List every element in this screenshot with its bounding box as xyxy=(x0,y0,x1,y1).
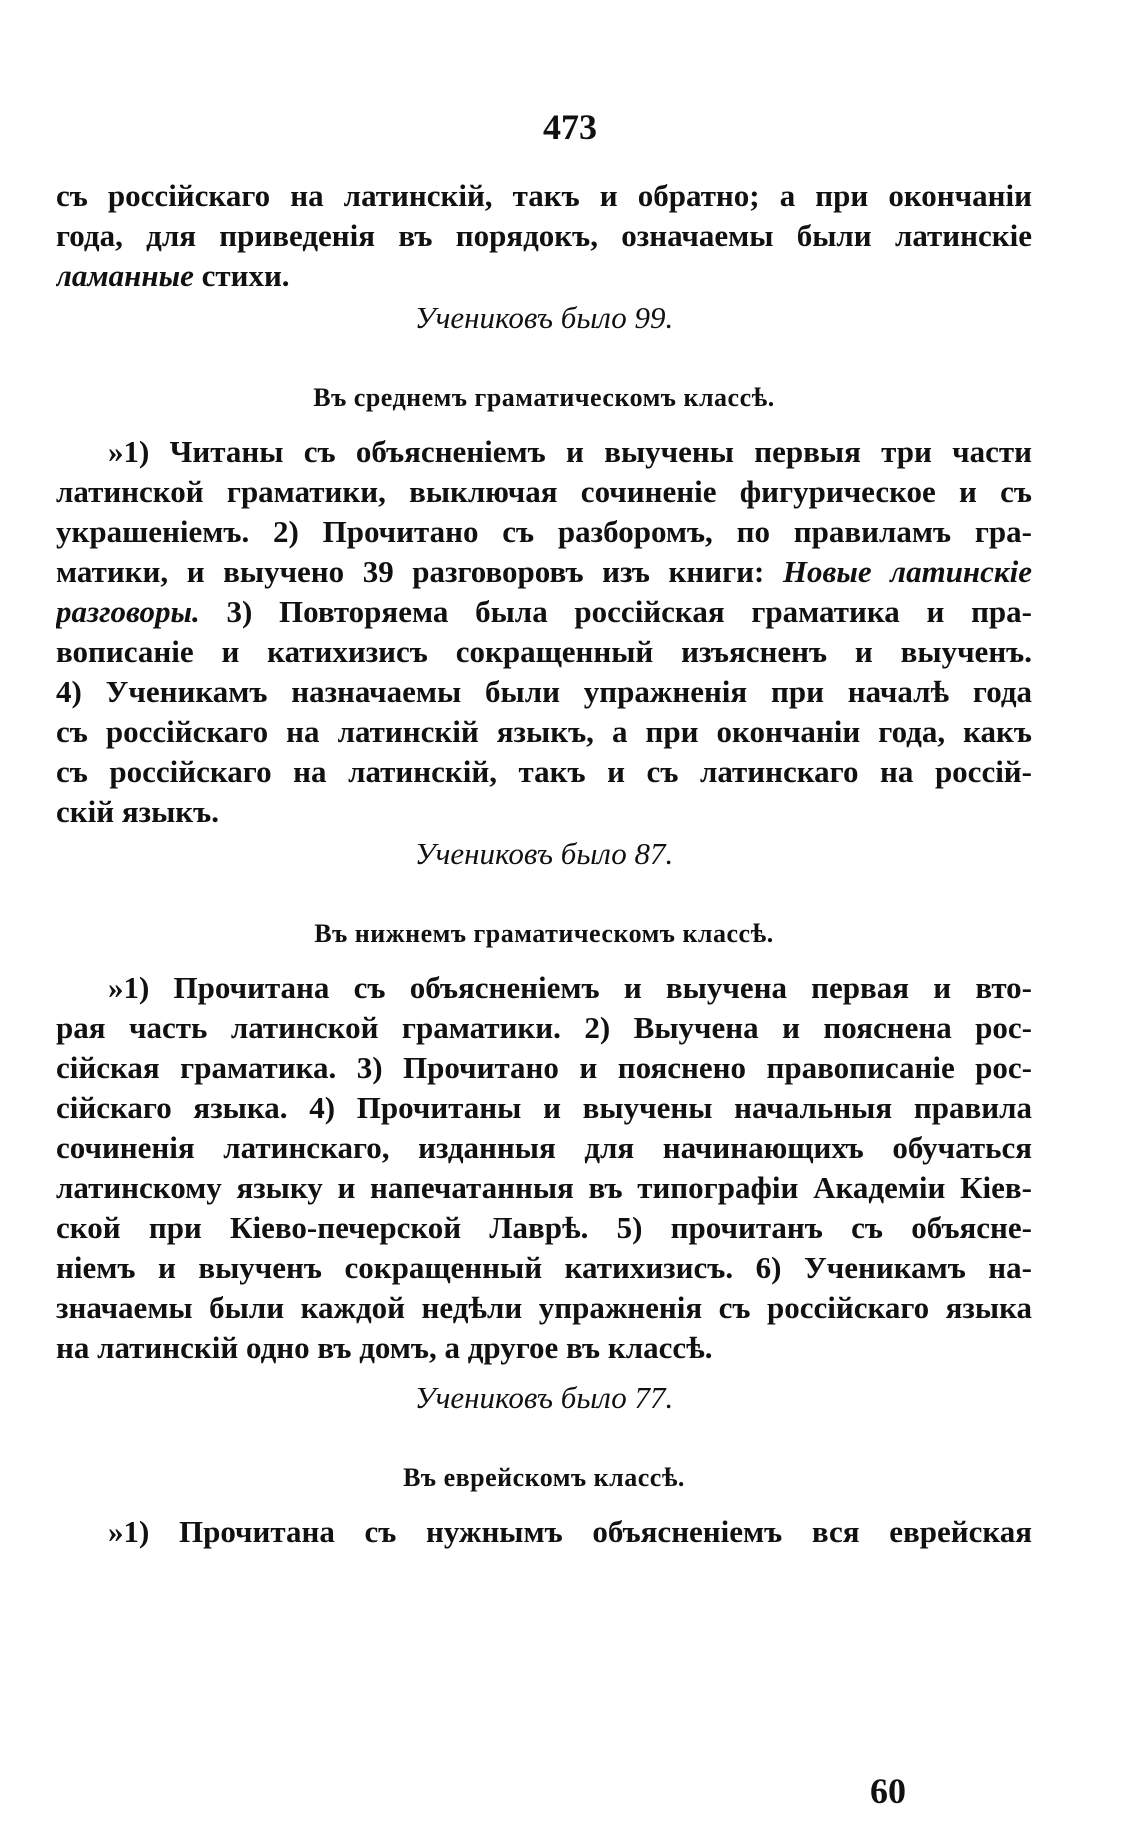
section-heading: Въ нижнемъ граматическомъ классѣ. xyxy=(314,919,774,948)
text-fragment: стихи. xyxy=(193,258,290,293)
text-line: съ россійскаго на латинскій языкъ, а при окончаніи года, какъ xyxy=(56,714,1032,749)
text-line: на латинскій одно въ домъ, а другое въ классѣ. xyxy=(56,1330,713,1365)
text-line: значаемы были каждой недѣли упражненія съ россійскаго языка xyxy=(56,1290,1032,1325)
text-line: »1) Прочитана съ объясненіемъ и выучена первая и вто- xyxy=(108,970,1032,1005)
student-count: Учениковъ было 77. xyxy=(414,1380,674,1415)
text-line: »1) Прочитана съ нужнымъ объясненіемъ вся еврейская xyxy=(108,1514,1032,1549)
text-line: ніемъ и выученъ сокращенный катихизисъ. 6) Ученикамъ на- xyxy=(56,1250,1032,1285)
text-line xyxy=(56,256,1032,296)
text-line: сочиненія латинскаго, изданныя для начинающихъ обучаться xyxy=(56,1130,1032,1165)
text-line: латинской граматики, выключая сочиненіе фигурическое и съ xyxy=(56,474,1032,509)
text-line: 4) Ученикамъ назначаемы были упражненія при началѣ года xyxy=(56,674,1032,709)
text-line: »1) Читаны съ объясненіемъ и выучены первыя три части xyxy=(108,434,1032,469)
book-title: Новые латинскіе xyxy=(782,554,1032,589)
text-line: съ россійскаго на латинскій, такъ и съ латинскаго на россій- xyxy=(56,754,1032,789)
student-count: Учениковъ было 87. xyxy=(414,836,674,871)
page-number: 473 xyxy=(543,107,597,147)
text-fragment: 3) Повторяема была россійская граматика и пра- xyxy=(199,594,1032,629)
text-line: сійскаго языка. 4) Прочитаны и выучены начальныя правила xyxy=(56,1090,1032,1125)
signature-mark: 60 xyxy=(870,1771,906,1811)
text-line: сійская граматика. 3) Прочитано и пояснено правописаніе рос- xyxy=(56,1050,1032,1085)
text-line: скій языкъ. xyxy=(56,794,219,829)
text-line: украшеніемъ. 2) Прочитано съ разборомъ, по правиламъ гра- xyxy=(56,514,1032,549)
text-line: года, для приведенія въ порядокъ, означаемы были латинскіе xyxy=(56,218,1032,253)
student-count: Учениковъ было 99. xyxy=(414,300,674,335)
text-line: вописаніе и катихизисъ сокращенный изъясненъ и выученъ. xyxy=(56,634,1032,669)
text-line: съ россійскаго на латинскій, такъ и обратно; а при окончаніи xyxy=(56,178,1032,213)
text-line: латинскому языку и напечатанныя въ типографіи Академіи Кіев- xyxy=(56,1170,1032,1205)
section-heading: Въ еврейскомъ классѣ. xyxy=(403,1463,685,1492)
page-body xyxy=(56,176,1032,1552)
text-line: ской при Кіево-печерской Лаврѣ. 5) прочитанъ съ объясне- xyxy=(56,1210,1032,1245)
text-line: рая часть латинской граматики. 2) Выучена и пояснена рос- xyxy=(56,1010,1032,1045)
text-line xyxy=(56,592,1032,632)
book-title-cont: разговоры. xyxy=(56,594,200,629)
italic-word: ламанные xyxy=(56,258,194,293)
text-fragment: матики, и выучено 39 разговоровъ изъ книги: xyxy=(56,554,783,589)
section-heading: Въ среднемъ граматическомъ классѣ. xyxy=(313,383,775,412)
text-line xyxy=(56,552,1032,592)
